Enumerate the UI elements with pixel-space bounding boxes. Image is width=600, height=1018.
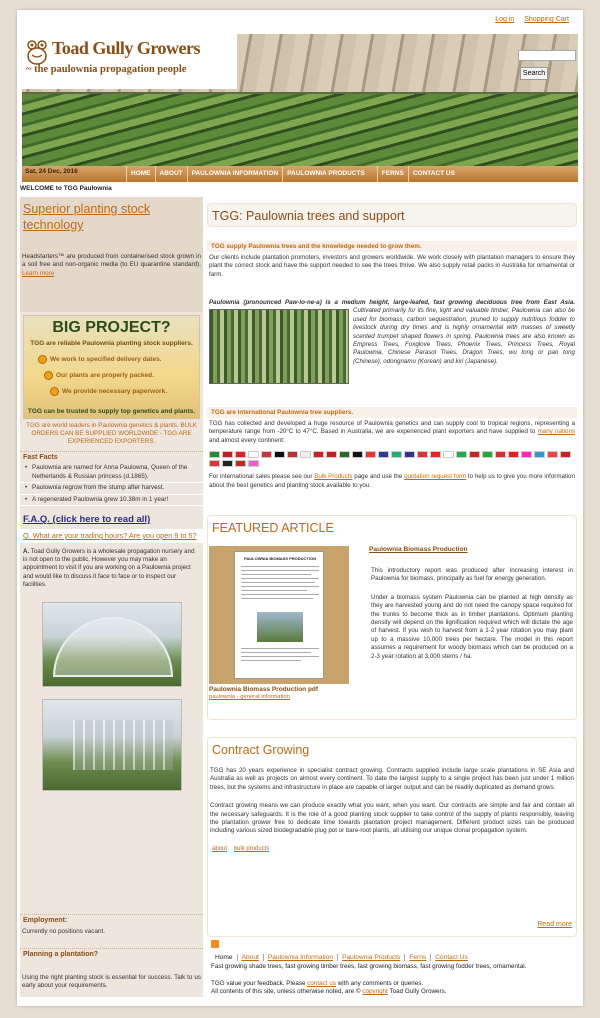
featured-text	[369, 546, 575, 663]
document-title: PAULOWNIA BIOMASS PRODUCTION	[244, 556, 316, 561]
leaders-text: TGG are world leaders in Paulownia genetics & plants. BULK ORDERS CAN BE SUPPLIED WORLDWIDE - TGG ARE EXPERIENCED EXPORTERS.	[26, 422, 197, 445]
page-title-box	[207, 203, 577, 227]
featured-p2: Under a biomass system Paulownia can be planted at high density as they are harvested young and do not need the canopy space required for the trunks to become thick as in timber plantations. Optimum planting density will depend on the lignification required which will dictate the age of harvest. If you wish to harvest from a 1-2 year rotation you may plant up to a massive 10,000 trees per hectare. The model in this report assumes a requirement for woody biomass which can be produced on a 2-3 year rotation at 3,000 stems / ha.	[371, 593, 573, 660]
international-subheading: TGG are international Paulownia tree suppliers.	[207, 407, 577, 418]
big-project-row-text: Our plants are properly packed.	[56, 372, 154, 379]
nav-paulownia-products[interactable]: PAULOWNIA PRODUCTS	[282, 166, 377, 182]
list-item: • A regenerated Paulownia grew 10.38m in 1 year!	[20, 495, 203, 507]
country-flag-icon	[287, 451, 298, 458]
country-flag-icon	[404, 451, 415, 458]
big-project-bottom: TGG can be trusted to supply top genetics and plants.	[27, 408, 196, 415]
copyright-link[interactable]: copyright	[362, 988, 388, 995]
fast-facts-title: Fast Facts	[20, 451, 203, 463]
copyright-text-a: All contents of this site, unless otherwise noted, are ©	[211, 988, 361, 995]
planning-title: Planning a plantation?	[20, 948, 203, 960]
sales-text-b: page and use the	[354, 473, 403, 481]
footer-nav	[207, 952, 579, 963]
toad-logo-icon	[26, 40, 48, 66]
document-line	[241, 570, 319, 571]
fast-facts-list	[20, 463, 203, 506]
country-flag-icon	[391, 451, 402, 458]
big-project-banner[interactable]	[23, 315, 200, 419]
login-link[interactable]: Log in	[495, 16, 515, 23]
big-project-row	[56, 372, 154, 379]
footer-feedback	[207, 980, 579, 989]
country-flag-icon	[235, 460, 246, 467]
logo[interactable]	[22, 34, 237, 89]
country-flag-icon	[508, 451, 519, 458]
country-flag-icon	[222, 451, 233, 458]
stock-text	[20, 251, 203, 280]
sales-text-a: For international sales please see our	[209, 473, 313, 481]
document-line	[241, 582, 315, 583]
document-figure	[257, 612, 303, 642]
greenhouse-arch	[53, 617, 173, 677]
rss-icon[interactable]	[211, 940, 219, 948]
document-line	[241, 660, 301, 661]
country-flag-icon	[300, 451, 311, 458]
stock-text-body: Headstarters™ are produced from containerised stock grown in a soil free and non-organic media (to EU quarantine standard).	[22, 253, 201, 269]
document-line	[241, 648, 319, 649]
footer-home[interactable]: Home	[215, 954, 233, 961]
footer-keywords: Fast growing shade trees, fast growing timber trees, fast growing biomass, fast growing fodder trees, ornamental.	[211, 963, 527, 970]
sales-text	[207, 471, 577, 492]
country-flag-icon	[248, 460, 259, 467]
contract-p2: Contract growing means we can produce exactly what you want, when you want. Our contracts are simple and fair and contain all the necessary safeguards. It is the role of a good planting stock supplier to take control of the supply of plants responsibly, leaving the plantation grower free to dedicate time towards plantation project management. Different product sizes can be produced including various sized biodegradable plug pot or bare-root plants, all utilising our unique clonal propagation system.	[210, 802, 574, 835]
big-project-row-text: We provide necessary paperwork.	[62, 388, 168, 395]
page-container	[17, 10, 583, 1006]
copyright-text-b: Toad Gully Growers.	[389, 988, 447, 995]
country-flag-icon	[339, 451, 350, 458]
greenhouse-wall	[73, 720, 173, 770]
footer-about[interactable]: About	[237, 954, 263, 961]
tag-about-link[interactable]: about	[212, 845, 228, 852]
featured-caption-link[interactable]: paulownia - general information	[209, 694, 290, 700]
featured-caption-title[interactable]: Paulownia Biomass Production pdf	[209, 686, 319, 693]
international-text-b: and almost every continent:	[209, 436, 285, 444]
country-flag-icon	[365, 451, 376, 458]
country-flag-icon	[261, 451, 272, 458]
main-content	[207, 197, 579, 937]
paulownia-plantation-photo	[209, 309, 349, 384]
supply-subheading: TGG supply Paulownia trees and the knowledge needed to grow them.	[207, 241, 577, 252]
featured-p1: This introductory report was produced after increasing interest in Paulownia for biomass, principally as fuel for energy generation.	[371, 567, 573, 583]
country-flag-icon	[209, 460, 220, 467]
country-flag-icon	[326, 451, 337, 458]
document-line	[241, 578, 319, 579]
learn-more-link[interactable]: Learn more	[22, 269, 55, 277]
country-flag-icon	[235, 451, 246, 458]
contract-growing	[207, 737, 577, 937]
country-flag-icon	[560, 451, 571, 458]
fast-facts-box	[20, 451, 203, 506]
intro-text: Our clients include plantation promoters, investors and growers worldwide. We work closely with plantation managers to ensure they plant the correct stock and have the support needed to see the trees thrive. We also supply retail packs in Australia for ornamental or farm.	[209, 254, 575, 278]
contract-heading: Contract Growing	[212, 743, 310, 757]
country-flag-icon	[430, 451, 441, 458]
featured-heading: FEATURED ARTICLE	[212, 521, 334, 535]
stock-box	[20, 197, 203, 312]
document-line	[241, 574, 311, 575]
country-flag-icon	[274, 451, 285, 458]
paulownia-lead: Paulownia (pronounced Paw-lo-ne-a) is a medium height, large-leafed, fast growing deciduous tree from East Asia.	[209, 299, 575, 306]
document-line	[241, 566, 319, 567]
country-flag-icon	[313, 451, 324, 458]
document-line	[241, 590, 307, 591]
footer-ferns[interactable]: Ferns	[404, 954, 430, 961]
country-flag-icon	[443, 451, 454, 458]
document-line	[241, 656, 319, 657]
paulownia-body: Cultivated primarily for its fine, light and valuable timber, Paulownia can also be used for biomass, carbon sequestration, pruned to supply nutritious fodder to livestock during dry times and is highly ornamental with masses of sweetly scented trumpet shaped flowers in spring. Paulownia trees are also known as Empress Trees, Foxglove Trees, Phoenix Trees, Princess Trees, Royal Paulownia, Chinese Parasol Trees, Dragon Trees, wu tong or pao tong (Chinese), odongnamu (Korean) and kiri (Japanese).	[353, 307, 575, 365]
planning-text: Using the right planting stock is essential for success. Talk to us early about your requirements.	[22, 974, 201, 990]
feedback-text-b: with any comments or queries.	[337, 979, 424, 987]
main-nav	[22, 166, 578, 182]
footer-copyright	[207, 988, 579, 997]
international-section	[207, 407, 577, 492]
footer-paulownia-products[interactable]: Paulownia Products	[337, 954, 404, 961]
nav-home[interactable]: HOME	[126, 166, 155, 182]
employment-title: Employment:	[20, 914, 203, 926]
bullet-icon	[38, 355, 47, 364]
list-item: • Paulownia are named for Anna Paulowna, Queen of the Netherlands & Russian princess (d.1865).	[20, 463, 203, 483]
search-input[interactable]	[518, 50, 576, 61]
sales-text-c: to help us to give you more information about the best genetics and planting stock available to you.	[209, 473, 575, 489]
country-flag-icon	[248, 451, 259, 458]
bullet-icon	[50, 387, 59, 396]
faq-answer-text: Toad Gully Growers is a wholesale propagation nursery and is not open to the public. However you may make an appointment to visit if you are working on a Paulownia project and would like to discuss it face to face or to inspect our facilities.	[23, 548, 195, 588]
intro-section	[207, 241, 577, 281]
employment-box	[20, 914, 203, 938]
featured-document-thumbnail[interactable]	[209, 546, 349, 684]
faq-answer-lead: A.	[23, 548, 30, 555]
header-banner	[22, 34, 578, 174]
faq-answer	[20, 545, 203, 592]
faq-title-link[interactable]: F.A.Q. (click here to read all)	[23, 514, 151, 525]
footer-paulownia-information[interactable]: Paulownia Information	[263, 954, 337, 961]
brand-name: Toad Gully Growers	[52, 38, 201, 58]
brand-tagline: ~ the paulownia propagation people	[26, 64, 187, 75]
bulk-products-link[interactable]: Bulk Products	[314, 473, 353, 481]
document-line	[241, 594, 319, 595]
employment-text: Currently no positions vacant.	[22, 928, 105, 935]
international-text	[207, 418, 577, 447]
featured-caption	[209, 686, 354, 700]
country-flag-icon	[417, 451, 428, 458]
document-line	[241, 586, 319, 587]
read-more-link[interactable]: Read more	[537, 921, 572, 928]
footer	[207, 938, 579, 997]
top-links	[487, 16, 569, 23]
footer-contact-us[interactable]: Contact Us	[430, 954, 472, 961]
page-title: TGG: Paulownia trees and support	[212, 209, 405, 223]
contract-p1: TGG has 20 years experience in specialist contract growing. Contracts supplied include large scale plantations in SE Asia and Australia as well as projects on almost every continent. To date the largest supply to a single project has been just under 1 million trees, but the systems and infrastructure in place are capable of larger output and can be readily duplicated as demand grows.	[210, 767, 574, 791]
feedback-text-a: TGG value your feedback. Please	[211, 979, 306, 987]
big-project-row	[50, 356, 162, 363]
country-flags	[207, 447, 577, 471]
big-project-title: BIG PROJECT?	[52, 319, 171, 336]
big-project-row-text: We work to specified delivery dates.	[50, 356, 162, 363]
country-flag-icon	[378, 451, 389, 458]
country-flag-icon	[456, 451, 467, 458]
nav-contact-us[interactable]: CONTACT US	[408, 166, 459, 182]
document-page	[234, 551, 324, 679]
document-line	[241, 652, 311, 653]
footer-contact-link[interactable]: contact us	[307, 979, 336, 987]
country-flag-icon	[495, 451, 506, 458]
greenhouse-photo-2	[42, 699, 182, 791]
country-flag-icon	[521, 451, 532, 458]
paulownia-section	[207, 297, 577, 386]
nav-about[interactable]: ABOUT	[155, 166, 187, 182]
quotation-request-link[interactable]: quotation request form	[404, 473, 467, 481]
big-project-row	[62, 388, 167, 395]
country-flag-icon	[209, 451, 220, 458]
document-line	[241, 598, 313, 599]
welcome-text: WELCOME to TGG Paulownia	[20, 185, 112, 192]
country-flag-icon	[222, 460, 233, 467]
country-flag-icon	[352, 451, 363, 458]
stock-title[interactable]: Superior planting stock technology	[23, 202, 151, 232]
many-nations-link[interactable]: many nations	[537, 428, 575, 436]
planning-box	[20, 948, 203, 993]
tag-bulk-products-link[interactable]: bulk products	[233, 845, 270, 852]
left-sidebar	[20, 197, 203, 997]
bullet-icon	[44, 371, 53, 380]
contract-tags	[208, 838, 576, 860]
seedling-beds-image	[22, 94, 578, 174]
country-flag-icon	[534, 451, 545, 458]
shopping-cart-link[interactable]: Shopping Cart	[524, 16, 569, 23]
international-text-a: TGG has collected and developed a huge resource of Paulownia genetics and can supply cool to tropical regions, representing a temperature range from -20°C to 47°C. Based in Australia, we are experienced plant exporters and have supplied to	[209, 420, 575, 436]
country-flag-icon	[547, 451, 558, 458]
paulownia-text	[207, 297, 577, 368]
current-date: Sat, 24 Dec, 2016	[25, 168, 78, 175]
greenhouse-photo-1	[42, 602, 182, 687]
big-project-subtitle: TGG are reliable Paulownia planting stock suppliers.	[30, 340, 193, 347]
country-flag-icon	[469, 451, 480, 458]
nav-ferns[interactable]: FERNS	[377, 166, 408, 182]
search-box	[518, 50, 576, 90]
search-button[interactable]: Search	[520, 67, 548, 80]
nav-paulownia-information[interactable]: PAULOWNIA INFORMATION	[187, 166, 283, 182]
featured-article-title[interactable]: Paulownia Biomass Production	[369, 546, 468, 553]
list-item: • Paulownia regrow from the stump after harvest.	[20, 483, 203, 495]
faq-question-link[interactable]: Q. What are your trading hours? Are you open 9 to 5?	[20, 529, 203, 543]
country-flag-icon	[482, 451, 493, 458]
nav-menu	[126, 166, 459, 182]
